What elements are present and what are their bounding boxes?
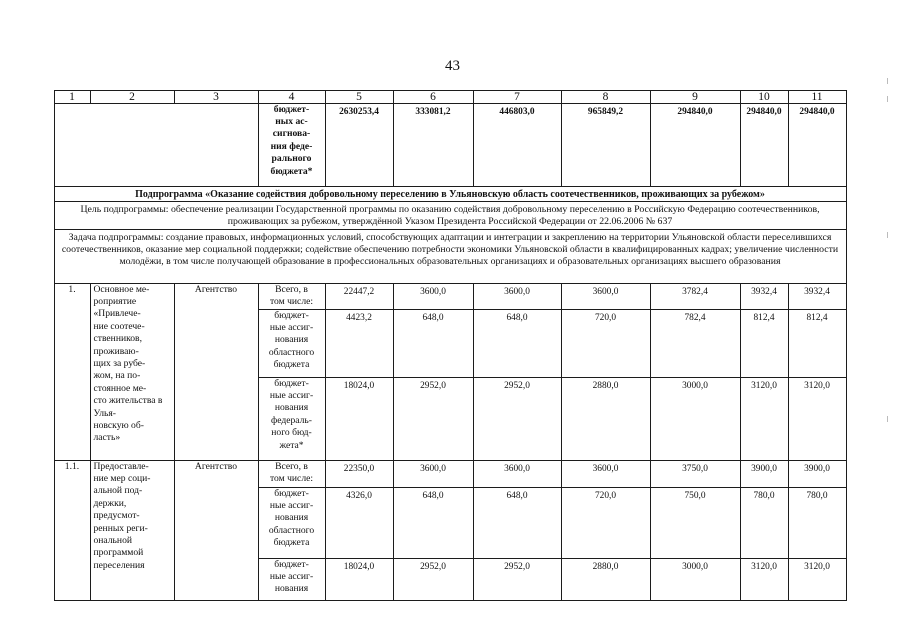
federal-value: 18024,0: [325, 377, 394, 461]
total-value: 22447,2: [325, 283, 394, 310]
header-col-10: 10: [740, 90, 789, 104]
federal-value: 2952,0: [393, 558, 474, 601]
header-col-3: 3: [174, 90, 259, 104]
federal-label: бюджет- ные ассиг- нования: [258, 558, 326, 601]
header-col-9: 9: [650, 90, 741, 104]
federal-value: 2880,0: [561, 377, 651, 461]
federal-value: 2952,0: [393, 377, 474, 461]
federal-top-value: 965849,2: [561, 103, 651, 187]
total-value: 3600,0: [393, 283, 474, 310]
federal-label: бюджет- ные ассиг- нования федераль- ного бюд- жета*: [258, 377, 326, 461]
margin-mark: [887, 232, 888, 238]
item-name: Основное ме- роприятие «Привлече- ние соотече- ственников, проживаю- щих за рубе- жом, на по- стоянное ме- сто жительства в Улья- новскую об- ласть»: [90, 283, 175, 461]
federal-top-value: 294840,0: [740, 103, 789, 187]
regional-value: 648,0: [393, 309, 474, 378]
regional-value: 782,4: [650, 309, 741, 378]
federal-value: 3120,0: [788, 377, 847, 461]
federal-top-value: 2630253,4: [325, 103, 394, 187]
federal-top-value: 333081,2: [393, 103, 474, 187]
regional-value: 812,4: [740, 309, 789, 378]
federal-value: 3000,0: [650, 558, 741, 601]
margin-mark: [887, 96, 888, 102]
federal-budget-label: бюджет- ных ас- сигнова- ния феде- рального бюджета*: [258, 103, 326, 187]
header-col-7: 7: [473, 90, 562, 104]
header-col-11: 11: [788, 90, 847, 104]
total-value: 3750,0: [650, 460, 741, 488]
total-value: 3932,4: [740, 283, 789, 310]
header-col-6: 6: [393, 90, 474, 104]
total-value: 3600,0: [561, 283, 651, 310]
federal-value: 2952,0: [473, 377, 562, 461]
total-value: 3600,0: [561, 460, 651, 488]
total-value: 3600,0: [393, 460, 474, 488]
regional-value: 648,0: [473, 309, 562, 378]
regional-value: 648,0: [393, 487, 474, 559]
header-col-8: 8: [561, 90, 651, 104]
item-executor: Агентство: [174, 460, 259, 601]
subprogram-goal: Цель подпрограммы: обеспечение реализации Государственной программы по оказанию содействия добровольному переселению в Российскую Федерацию соотечественников, проживающих за рубежом, утверждённой Указом Президента Российской Федерации от 22.06.2006 № 637: [54, 201, 847, 230]
header-col-1: 1: [54, 90, 91, 104]
federal-top-value: 446803,0: [473, 103, 562, 187]
total-value: 3900,0: [788, 460, 847, 488]
margin-mark: [887, 78, 888, 84]
federal-value: 3000,0: [650, 377, 741, 461]
federal-top-value: 294840,0: [650, 103, 741, 187]
regional-value: 648,0: [473, 487, 562, 559]
regional-value: 4326,0: [325, 487, 394, 559]
item-name: Предоставле- ние мер соци- альной под- держки, предусмот- ренных реги- ональной программой переселения: [90, 460, 175, 601]
regional-value: 780,0: [788, 487, 847, 559]
total-value: 3600,0: [473, 283, 562, 310]
regional-value: 720,0: [561, 309, 651, 378]
blank-cells-top: [54, 103, 259, 187]
regional-value: 780,0: [740, 487, 789, 559]
federal-top-value: 294840,0: [788, 103, 847, 187]
regional-label: бюджет- ные ассиг- нования областного бюджета: [258, 487, 326, 559]
total-value: 22350,0: [325, 460, 394, 488]
total-value: 3932,4: [788, 283, 847, 310]
subprogram-title: Подпрограмма «Оказание содействия добровольному переселению в Ульяновскую область соотечественников, проживающих за рубежом»: [54, 186, 847, 202]
margin-mark: [887, 416, 888, 422]
federal-value: 3120,0: [788, 558, 847, 601]
federal-value: 3120,0: [740, 377, 789, 461]
page-number: 43: [445, 58, 460, 74]
header-col-2: 2: [90, 90, 175, 104]
federal-value: 3120,0: [740, 558, 789, 601]
regional-label: бюджет- ные ассиг- нования областного бюджета: [258, 309, 326, 378]
federal-value: 2952,0: [473, 558, 562, 601]
item-number: 1.1.: [54, 460, 91, 601]
total-label: Всего, в том числе:: [258, 460, 326, 488]
regional-value: 4423,2: [325, 309, 394, 378]
header-col-5: 5: [325, 90, 394, 104]
subprogram-task: Задача подпрограммы: создание правовых, информационных условий, способствующих адаптации и интеграции и закреплению на территории Ульяновской области переселившихся соотечественников, оказание мер социальной поддержки; содействие обеспечению потребности экономики Ульяновской области в квалифицированных кадрах; увеличение численности молодёжи, в том числе получающей образование в профессиональных образовательных организациях и образовательных организациях высшего образования: [54, 229, 847, 284]
item-executor: Агентство: [174, 283, 259, 461]
federal-value: 18024,0: [325, 558, 394, 601]
regional-value: 812,4: [788, 309, 847, 378]
regional-value: 750,0: [650, 487, 741, 559]
regional-value: 720,0: [561, 487, 651, 559]
item-number: 1.: [54, 283, 91, 461]
federal-value: 2880,0: [561, 558, 651, 601]
total-value: 3782,4: [650, 283, 741, 310]
total-value: 3600,0: [473, 460, 562, 488]
total-value: 3900,0: [740, 460, 789, 488]
total-label: Всего, в том числе:: [258, 283, 326, 310]
header-col-4: 4: [258, 90, 326, 104]
